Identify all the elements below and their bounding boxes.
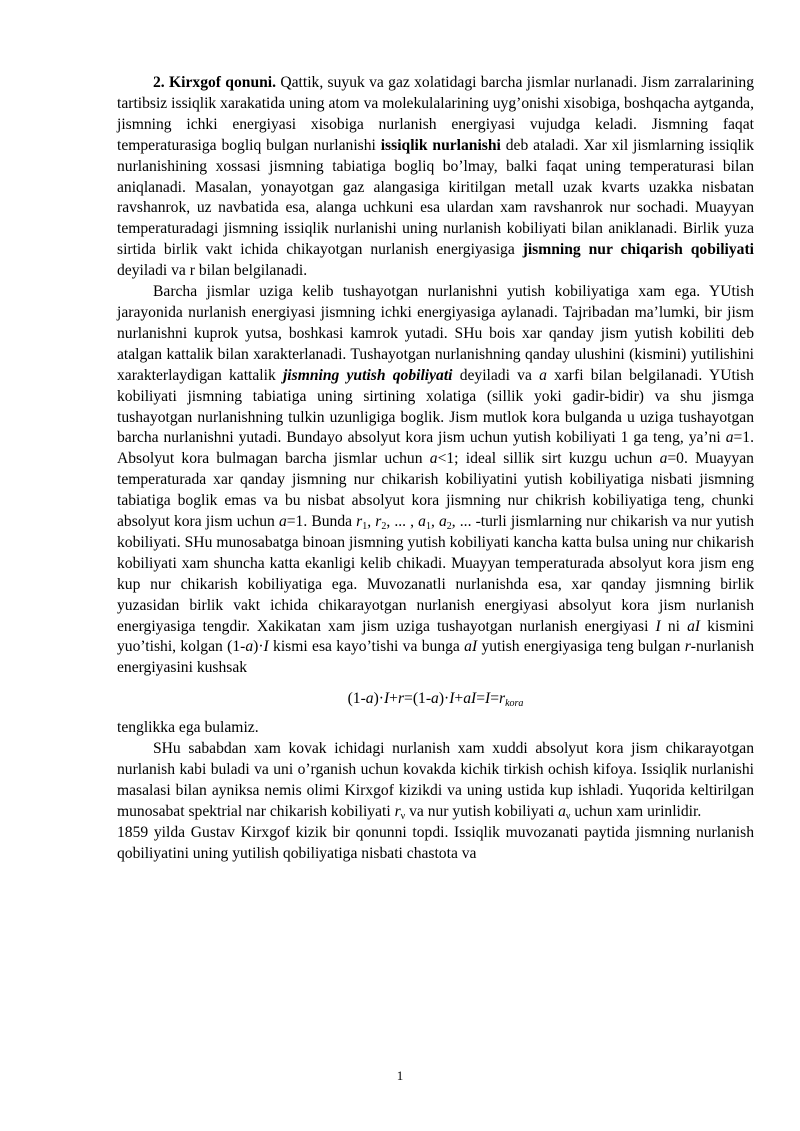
term-thermal-radiation: issiqlik nurlanishi (380, 136, 501, 154)
paragraph-kirchhoff-1859: 1859 yilda Gustav Kirxgof kizik bir qonunni topdi. Issiqlik muvozanati paytida jismning nurlanish qobiliyatini uning yutilish qobiliyatiga nisbati chastota va (117, 823, 754, 862)
paragraph-kirchhoff-law-intro: 2. Kirxgof qonuni. Qattik, suyuk va gaz xolatidagi barcha jismlar nurlanadi. Jism zarralarining tartibsiz issiqlik xarakatida uning atom va molekulalarining uyg’onishi xisobiga, boshqacha aytganda, jismning ichki energiyasi xisobiga nurlanish energiyasi vujudga keladi. Jismning faqat temperaturasiga bogliq bulgan nurlanishi issiqlik nurlanishi deb ataladi. Xar xil jismlarning issiqlik nurlanishining xossasi jismning tabiatiga bogliq bo’lmay, balki faqat uning temperaturasi bilan aniqlanadi. Masalan, yonayotgan gaz alangasiga kiritilgan metall uzak kvarts uzakka nisbatan ravshanrok, uz navbatida esa, alanga uchkuni esa ulardan xam ravshanrok nur sochadi. Muayyan temperaturadagi jismning issiqlik nurlanishi uning nurlanish kobiliyati bilan aniklanadi. Birlik yuza sirtida birlik vakt ichida chikayotgan nurlanish energiyasiga jismning nur chiqarish qobiliyati deyiladi va r bilan belgilanadi. (117, 74, 754, 280)
page-number: 1 (396, 1068, 404, 1083)
paragraph-equation-followup: tenglikka ega bulamiz. (117, 719, 259, 737)
paragraph-cavity-radiation: SHu sababdan xam kovak ichidagi nurlanish xam xuddi absolyut kora jism chikarayotgan nurlanish kabi buladi va uni o’rganish uchun kovakda kichik tirkish ochish kifoya. Issiqlik nurlanishi masalasi bilan ayniksa nemis olimi Kirxgof kizikdi va uning ustida kup ishladi. Yuqorida keltirilgan munosabat spektrial nar chikarish kobiliyati $r_\nu$ va nur yutish kobiliyati $a_\nu$ uchun xam urinlidir. (117, 740, 754, 822)
paragraph-absorptivity: Barcha jismlar uziga kelib tushayotgan nurlanishni yutish kobiliyatiga xam ega. YUtish jarayonida nurlanish energiyasi jismning ichki energiyasiga aylanadi. Tajribadan ma’lumki, bir jism nurlanishni kuprok yutsa, boshkasi kamrok yutadi. SHu bois xar qanday jism yutish kobiliti deb atalgan kattalik bilan xarakterlanadi. Tushayotgan nurlanishning qanday ulushini (kismini) yutilishini xarakterlaydigan kattalik jismning yutish qobiliyati deyiladi va a xarfi bilan belgilanadi. YUtish kobiliyati jismning tabiatiga uning sirtining xolatiga (sillik yoki gadir-bidir) va shu jismga tushayotgan nurlanishning tulkin uzunligiga boglik. Jism mutlok kora bulganda u uziga tushayotgan barcha nurlanishni yutadi. Bundayo absolyut kora jism uchun yutish kobiliyati 1 ga teng, ya’ni a=1. Absolyut kora bulmagan barcha jismlar uchun a<1; ideal sillik sirt kuzgu uchun a=0. Muayyan temperaturada xar qanday jismning nur chikarish kobiliyatini yutish kobiliyatiga nisbati jismning tabiatiga boglik emas va bu nisbat absolyut kora jismning nur chikrish kobiliyatiga teng, chunki absolyut kora jism uchun a=1. Bunda $r_1$, $r_2$, ... , $a_1$, $a_2$, ... -turli jismlarning nur chikarish va nur yutish kobiliyati. SHu munosabatga binoan jismning yutish kobiliyati kancha katta bulsa uning nur chikarish kobiliyati xam shuncha katta ekanligi kelib chikadi. Muayyan temperaturada absolyut kora jism eng kup nur chikarish kobiliyatiga ega. Muvozanatli nurlanishda esa, xar qanday jismning birlik yuzasidan birlik vakt ichida chikarayotgan nurlanish energiyasi absolyut kora jism nurlanish energiyasiga tengdir. Xakikatan xam jism uziga tushayotgan nurlanish energiyasi I ni aI kismini yuo’tishi, kolgan (1-a)·I kismi esa kayo’tishi va bunga aI yutish energiyasiga teng bulgan r-nurlanish energiyasini kushsak (117, 283, 755, 677)
term-absorptivity: jismning yutish qobiliyati (282, 366, 453, 384)
document-page (117, 73, 754, 865)
section-heading: 2. Kirxgof qonuni. (153, 74, 277, 91)
equation-energy-balance: $(1-a)\cdot I+r=(1-a)\cdot I+aI=I=r_{kora}$ (347, 690, 524, 710)
term-emissive-power: jismning nur chiqarish qobiliyati (522, 241, 754, 259)
